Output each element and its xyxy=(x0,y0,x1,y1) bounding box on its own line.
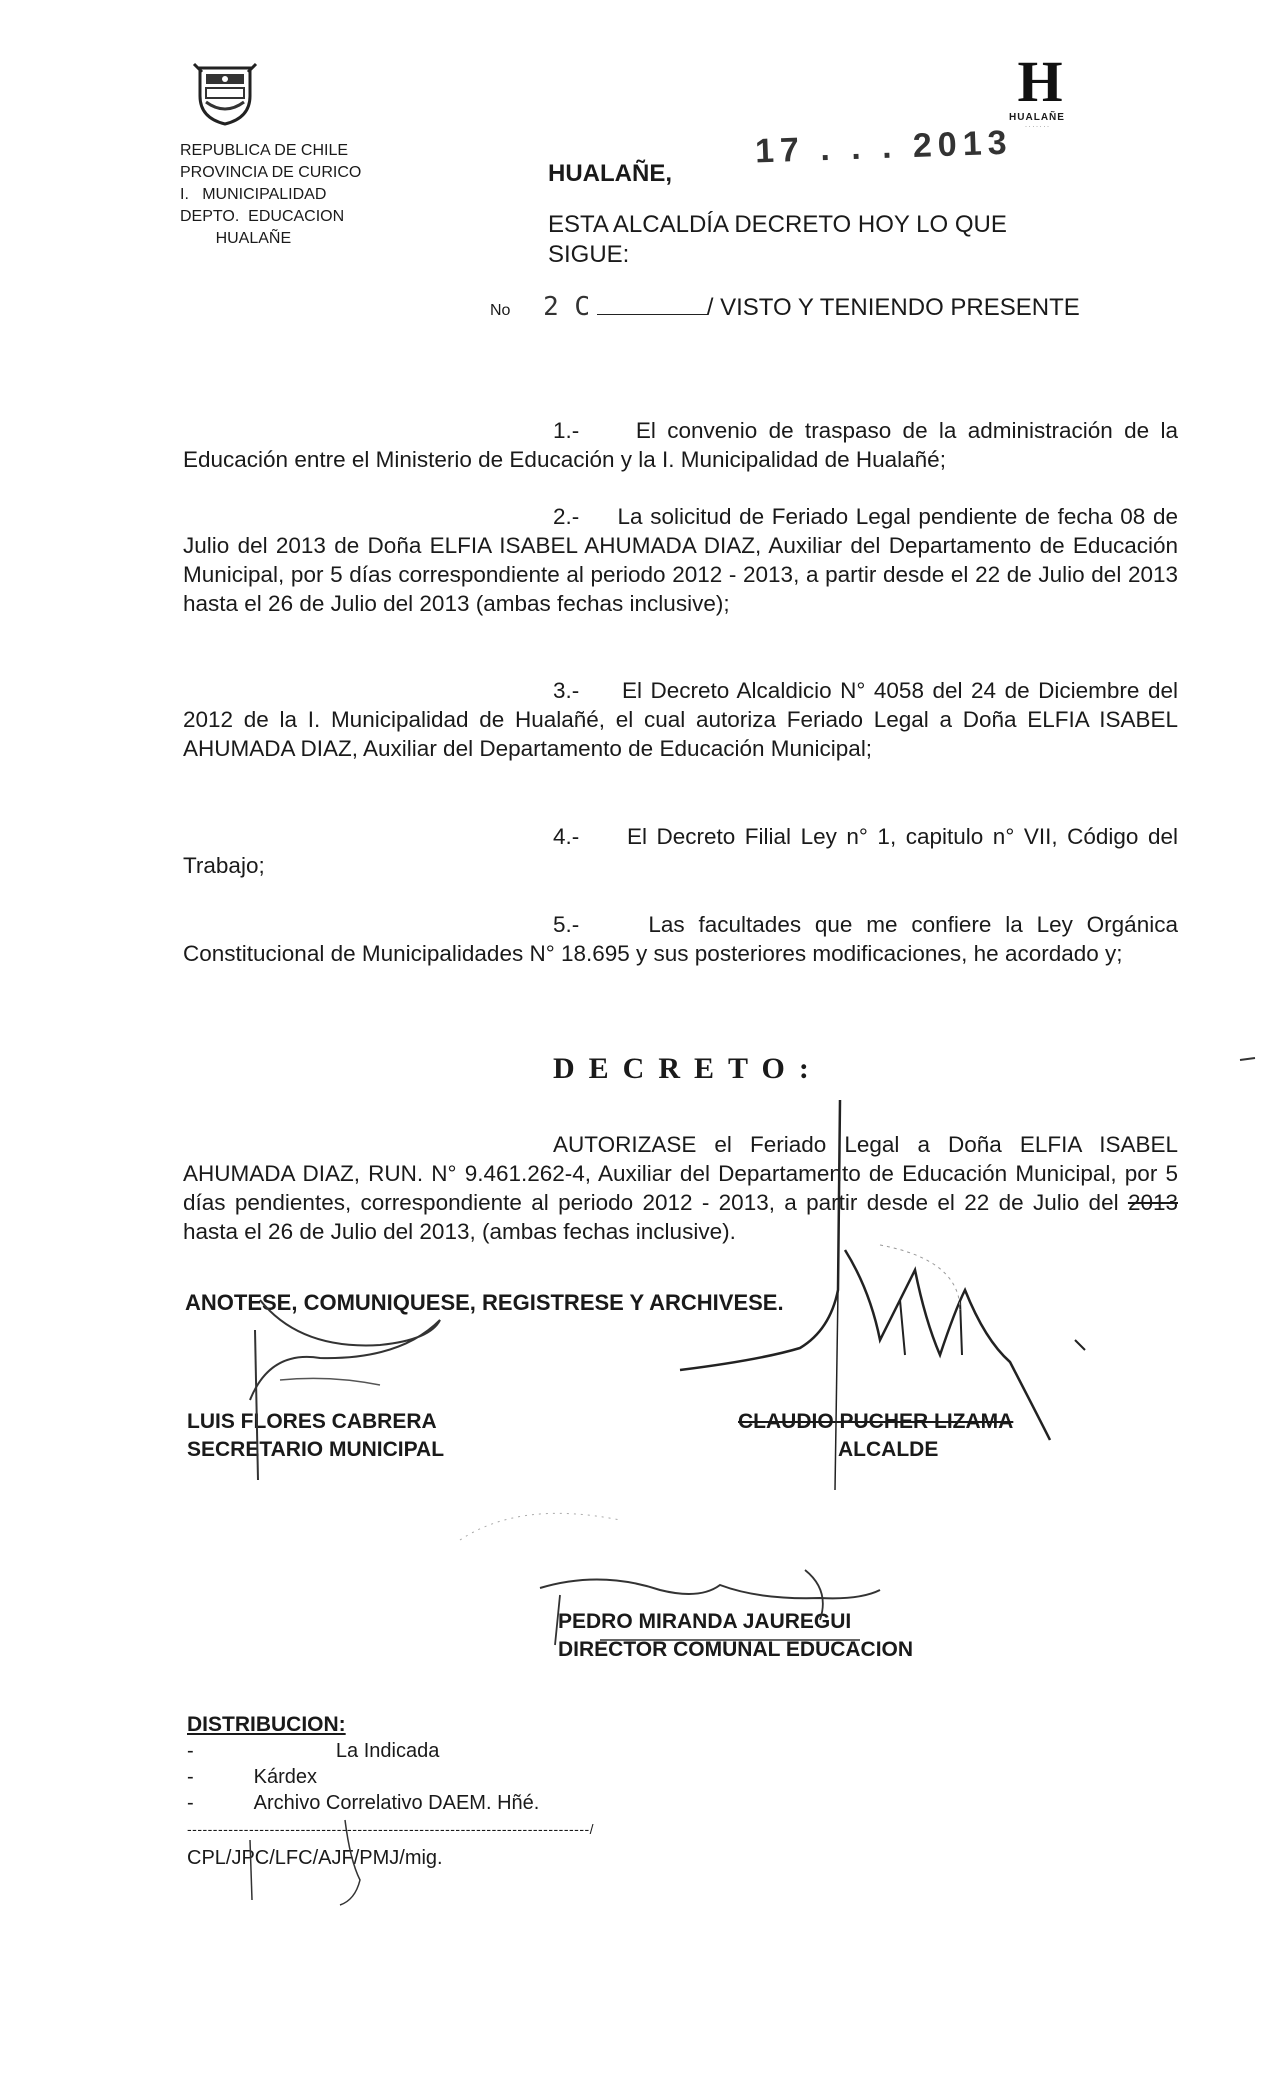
intro-line: SIGUE: xyxy=(548,241,630,268)
distribution-item: - Archivo Correlativo DAEM. Hñé. xyxy=(187,1792,540,1814)
header-line: DEPTO. EDUCACION xyxy=(180,208,345,225)
signature-director xyxy=(558,1608,913,1664)
separator-line: ------------------------------------------------------------------------------/ xyxy=(187,1821,595,1837)
distribution-list xyxy=(187,1712,594,1842)
number-underline xyxy=(597,290,707,315)
signature-mayor xyxy=(738,1408,1013,1464)
item-number: 5.- xyxy=(553,912,580,937)
decree-body xyxy=(183,1130,1178,1246)
intro-text xyxy=(548,210,1007,270)
initials-reference: CPL/JPC/LFC/AJF/PMJ/mig. xyxy=(187,1847,443,1869)
item-text: La solicitud de Feriado Legal pendiente de fecha 08 de Julio del 2013 de Doña ELFIA ISABEL AHUMADA DIAZ, Auxiliar del Departamento de Educación Municipal, por 5 días correspondiente al periodo 2012 - 2013, a partir desde el 22 de Julio del 2013 hasta el 26 de Julio del 2013 (ambas fechas inclusive); xyxy=(183,504,1178,616)
distribution-title: DISTRIBUCION: xyxy=(187,1713,346,1736)
distribution-item: - Kárdex xyxy=(187,1766,318,1788)
consideration-item xyxy=(183,502,1178,618)
decree-body-part2: hasta el 26 de Julio del 2013, (ambas fechas inclusive). xyxy=(183,1219,736,1244)
signature-secretary xyxy=(187,1408,444,1464)
date-stamp: 17 . . . 2013 xyxy=(754,123,1014,171)
place-label: HUALAÑE, xyxy=(548,160,672,187)
consideration-item xyxy=(183,416,1178,474)
struck-year: 2013 xyxy=(1127,1190,1178,1215)
consideration-item xyxy=(183,822,1178,880)
decree-number-row xyxy=(490,290,1080,322)
consideration-item xyxy=(183,676,1178,763)
signer-name: PEDRO MIRANDA JAUREGUI xyxy=(558,1610,852,1633)
signer-title: SECRETARIO MUNICIPAL xyxy=(187,1438,445,1461)
item-text: El Decreto Filial Ley n° 1, capitulo n° VII, Código del Trabajo; xyxy=(183,824,1178,878)
issuer-header xyxy=(180,140,361,250)
item-text: El convenio de traspaso de la administración de la Educación entre el Ministerio de Educación y la I. Municipalidad de Hualañé; xyxy=(183,418,1178,472)
coat-of-arms-icon xyxy=(192,62,258,128)
item-number: 3.- xyxy=(553,678,580,703)
consideration-item xyxy=(183,910,1178,968)
distribution-item: - La Indicada xyxy=(187,1740,440,1762)
item-text: Las facultades que me confiere la Ley Orgánica Constitucional de Municipalidades N° 18.695 y sus posteriores modificaciones, he acordado y; xyxy=(183,912,1178,966)
signer-name: LUIS FLORES CABRERA xyxy=(187,1410,437,1433)
item-number: 1.- xyxy=(553,418,580,443)
logo-mark: H xyxy=(1017,49,1057,114)
number-prefix: No xyxy=(490,302,511,319)
item-number: 2.- xyxy=(553,504,580,529)
signer-title: DIRECTOR COMUNAL EDUCACION xyxy=(558,1638,914,1661)
item-text: El Decreto Alcaldicio N° 4058 del 24 de Diciembre del 2012 de la I. Municipalidad de Hualañé, el cual autoriza Feriado Legal a Doña ELFIA ISABEL AHUMADA DIAZ, Auxiliar del Departamento de Educación Municipal; xyxy=(183,678,1178,761)
decree-body-part1: AUTORIZASE el Feriado Legal a Doña ELFIA ISABEL AHUMADA DIAZ, RUN. N° 9.461.262-4, Auxiliar del Departamento de Educación Municipal, por 5 días pendientes, correspondiente al periodo 2012 - 2013, a partir desde el 22 de Julio del xyxy=(183,1132,1178,1215)
signer-title: ALCALDE xyxy=(838,1438,939,1461)
signer-name: CLAUDIO PUCHER LIZAMA xyxy=(738,1410,1014,1433)
decree-number: 2 C xyxy=(543,292,591,322)
header-line: PROVINCIA DE CURICO xyxy=(180,164,362,181)
closing-formula: ANOTESE, COMUNIQUESE, REGISTRESE Y ARCHIVESE. xyxy=(185,1290,784,1315)
visto-text: / VISTO Y TENIENDO PRESENTE xyxy=(706,294,1080,321)
header-line: REPUBLICA DE CHILE xyxy=(180,142,349,159)
logo-name: HUALAÑE xyxy=(1009,112,1065,123)
header-line: I. MUNICIPALIDAD xyxy=(180,186,327,203)
item-number: 4.- xyxy=(553,824,580,849)
header-line: HUALAÑE xyxy=(180,230,292,247)
decreto-heading: DECRETO: xyxy=(553,1052,823,1085)
intro-line: ESTA ALCALDÍA DECRETO HOY LO QUE xyxy=(548,211,1007,238)
logo-tagline: · · · · · · · xyxy=(1025,124,1049,130)
